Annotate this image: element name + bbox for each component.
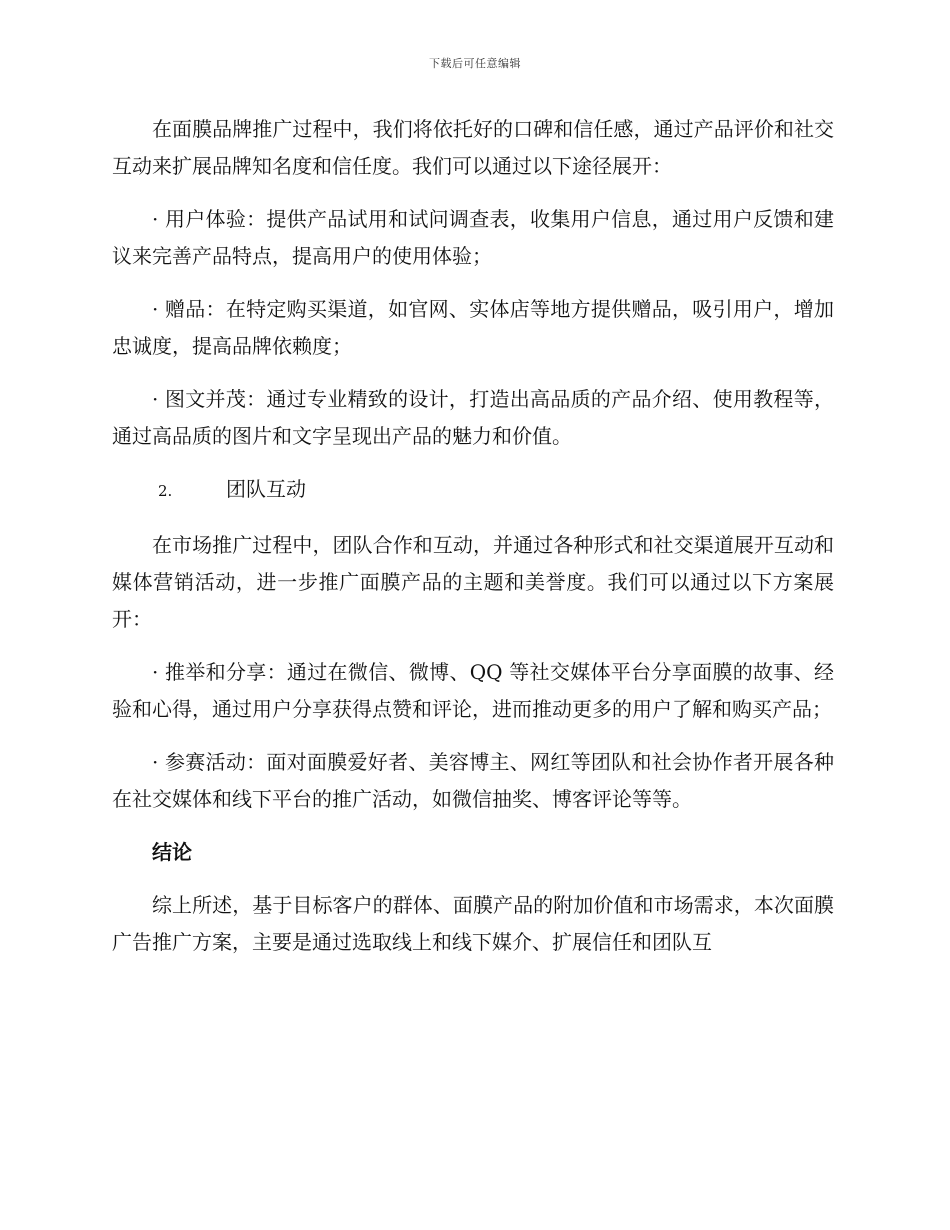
bullet-gifts: · 赠品：在特定购买渠道，如官网、实体店等地方提供赠品，吸引用户，增加忠诚度，提高品牌依赖度； [112,297,834,358]
conclusion-heading: 结论 [152,840,192,864]
section-heading-team [112,471,834,510]
paragraph-conclusion: 综上所述，基于目标客户的群体、面膜产品的附加价值和市场需求，本次面膜广告推广方案，主要是通过选取线上和线下媒介、扩展信任和团队互 [112,893,834,954]
section-number: 2. [158,482,173,500]
bullet-user-experience: · 用户体验：提供产品试用和试问调查表，收集用户信息，通过用户反馈和建议来完善产品特点，提高用户的使用体验； [112,207,834,268]
document-body [112,111,834,977]
paragraph-intro: 在面膜品牌推广过程中，我们将依托好的口碑和信任感，通过产品评价和社交互动来扩展品牌知名度和信任度。我们可以通过以下途径展开： [112,117,834,178]
page-header-note: 下载后可任意编辑 [429,57,521,70]
bullet-graphics: · 图文并茂：通过专业精致的设计，打造出高品质的产品介绍、使用教程等，通过高品质的图片和文字呈现出产品的魅力和价值。 [112,387,834,448]
bullet-share: · 推举和分享：通过在微信、微博、QQ 等社交媒体平台分享面膜的故事、经验和心得，通过用户分享获得点赞和评论，进而推动更多的用户了解和购买产品； [112,660,834,721]
paragraph-team-intro: 在市场推广过程中，团队合作和互动，并通过各种形式和社交渠道展开互动和媒体营销活动，进一步推广面膜产品的主题和美誉度。我们可以通过以下方案展开： [112,533,834,631]
bullet-contest: · 参赛活动：面对面膜爱好者、美容博主、网红等团队和社会协作者开展各种在社交媒体和线下平台的推广活动，如微信抽奖、博客评论等等。 [112,750,834,811]
section-title: 团队互动 [226,477,306,501]
